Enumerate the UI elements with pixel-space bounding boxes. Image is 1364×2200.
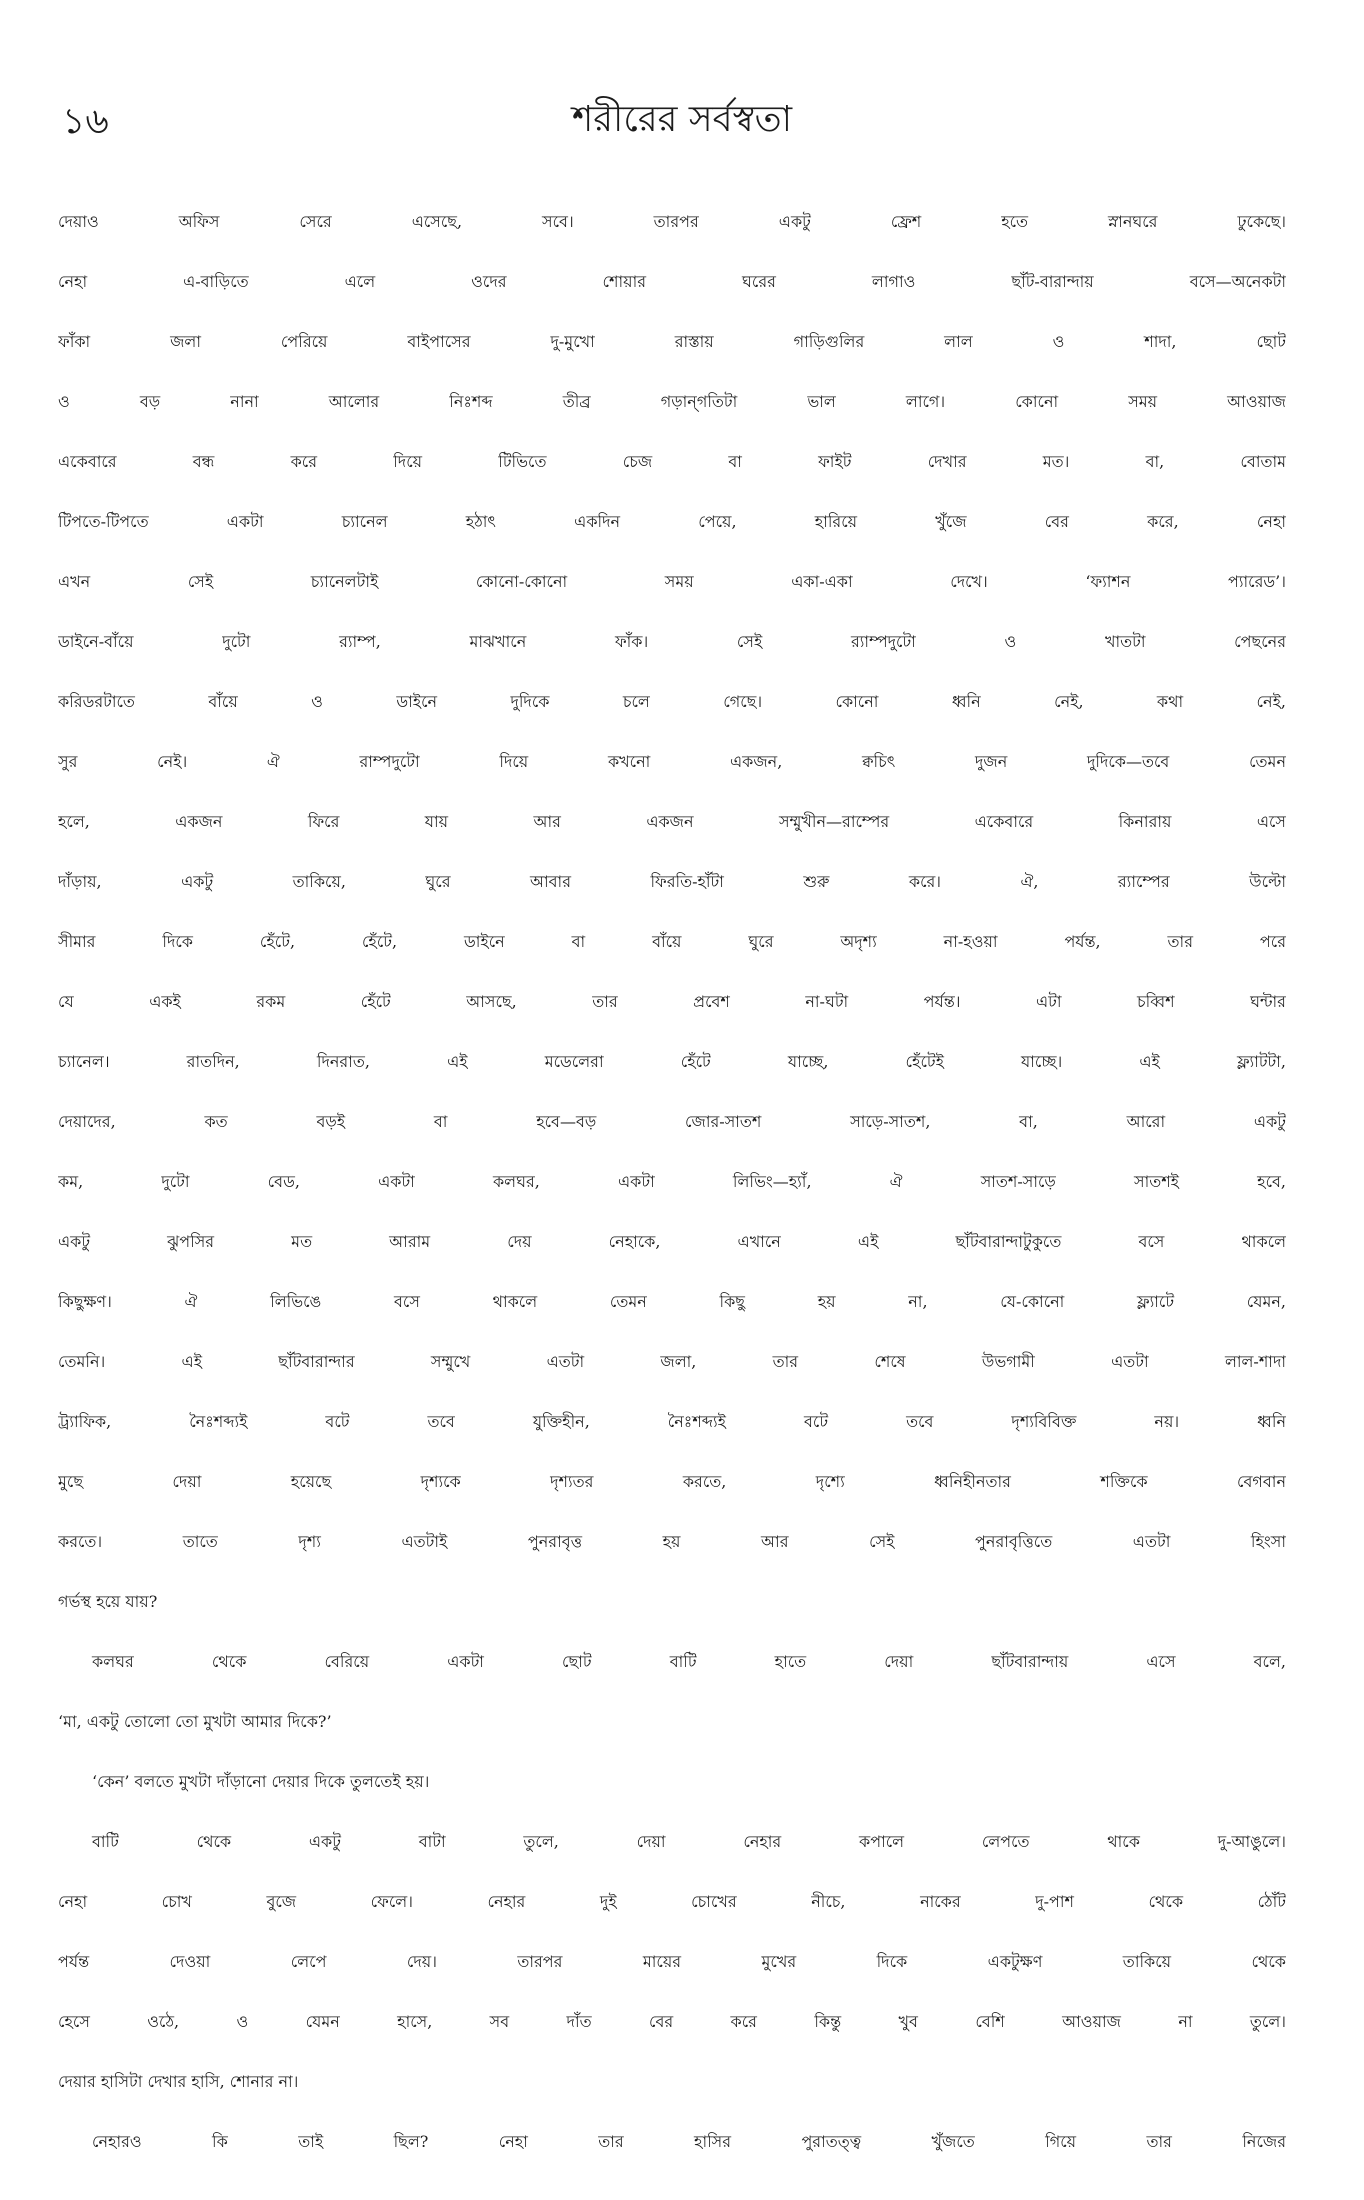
body-text (58, 192, 1286, 2172)
text-line: একেবারে বন্ধ করে দিয়ে টিভিতে চেজ বা ফাইট দেখার মত। বা, বোতাম (58, 452, 1286, 471)
text-line: সীমার দিকে হেঁটে, হেঁটে, ডাইনে বা বাঁয়ে ঘুরে অদৃশ্য না-হওয়া পর্যন্ত, তার পরে (58, 932, 1286, 951)
text-line: ও বড় নানা আলোর নিঃশব্দ তীব্র গড়ান্‌গতিটা ভাল লাগে। কোনো সময় আওয়াজ (58, 392, 1286, 411)
page-number: ১৬ (62, 101, 109, 142)
text-line: দেয়াদের, কত বড়ই বা হবে—বড় জোর-সাতশ সাড়ে-সাতশ, বা, আরো একটু (58, 1112, 1286, 1131)
text-line: কম, দুটো বেড, একটা কলঘর, একটা লিভিং—হ্যাঁ, ঐ সাতশ-সাড়ে সাতশই হবে, (58, 1172, 1286, 1191)
paragraph (58, 2112, 1286, 2172)
text-line: দেয়ার হাসিটা দেখার হাসি, শোনার না। (58, 2072, 299, 2091)
text-line: কলঘর থেকে বেরিয়ে একটা ছোট বাটি হাতে দেয়া ছাঁটবারান্দায় এসে বলে, (92, 1652, 1286, 1671)
text-line: সুর নেই। ঐ রাম্পদুটো দিয়ে কখনো একজন, ক্বচিৎ দুজন দুদিকে—তবে তেমন (58, 752, 1286, 771)
text-line: ফাঁকা জলা পেরিয়ে বাইপাসের দু-মুখো রাস্তায় গাড়িগুলির লাল ও শাদা, ছোট (58, 332, 1286, 351)
text-line: হলে, একজন ফিরে যায় আর একজন সম্মুখীন—রাম্পের একেবারে কিনারায় এসে (58, 812, 1286, 831)
running-title: শরীরের সর্বস্বতা (571, 99, 793, 140)
text-line: করতে। তাতে দৃশ্য এতটাই পুনরাবৃত্ত হয় আর সেই পুনরাবৃত্তিতে এতটা হিংসা (58, 1532, 1286, 1551)
text-line: ‘কেন’ বলতে মুখটা দাঁড়ানো দেয়ার দিকে তুলতেই হয়। (92, 1772, 430, 1791)
text-line: দাঁড়ায়, একটু তাকিয়ে, ঘুরে আবার ফিরতি-হাঁটা শুরু করে। ঐ, র‍্যাম্পের উল্টো (58, 872, 1286, 891)
paragraph (58, 1632, 1286, 1752)
paragraph (58, 192, 1286, 1632)
text-line: করিডরটাতে বাঁয়ে ও ডাইনে দুদিকে চলে গেছে। কোনো ধ্বনি নেই, কথা নেই, (58, 692, 1286, 711)
text-line: নেহা চোখ বুজে ফেলে। নেহার দুই চোখের নীচে, নাকের দু-পাশ থেকে ঠোঁট (58, 1892, 1286, 1911)
text-line: বাটি থেকে একটু বাটা তুলে, দেয়া নেহার কপালে লেপতে থাকে দু-আঙুলে। (92, 1832, 1286, 1851)
text-line: টিপতে-টিপতে একটা চ্যানেল হঠাৎ একদিন পেয়ে, হারিয়ে খুঁজে বের করে, নেহা (58, 512, 1286, 531)
text-line: নেহা এ-বাড়িতে এলে ওদের শোয়ার ঘরের লাগাও ছাঁট-বারান্দায় বসে—অনেকটা (58, 272, 1286, 291)
text-line: পর্যন্ত দেওয়া লেপে দেয়। তারপর মায়ের মুখের দিকে একটুক্ষণ তাকিয়ে থেকে (58, 1952, 1286, 1971)
paragraph (58, 1752, 1286, 1812)
text-line: মুছে দেয়া হয়েছে দৃশ্যকে দৃশ্যতর করতে, দৃশ্যে ধ্বনিহীনতার শক্তিকে বেগবান (58, 1472, 1286, 1491)
text-line: চ্যানেল। রাতদিন, দিনরাত, এই মডেলেরা হেঁটে যাচ্ছে, হেঁটেই যাচ্ছে। এই ফ্ল্যাটটা, (58, 1052, 1286, 1071)
text-line: গর্ভস্থ হয়ে যায়? (58, 1592, 158, 1611)
text-line: কিছুক্ষণ। ঐ লিভিঙে বসে থাকলে তেমন কিছু হয় না, যে-কোনো ফ্ল্যাটে যেমন, (58, 1292, 1286, 1311)
text-line: যে একই রকম হেঁটে আসছে, তার প্রবেশ না-ঘটা পর্যন্ত। এটা চব্বিশ ঘন্টার (58, 992, 1286, 1011)
text-line: তেমনি। এই ছাঁটবারান্দার সম্মুখে এতটা জলা, তার শেষে উভগামী এতটা লাল-শাদা (58, 1352, 1286, 1371)
text-line: হেসে ওঠে, ও যেমন হাসে, সব দাঁত বের করে কিন্তু খুব বেশি আওয়াজ না তুলে। (58, 2012, 1286, 2031)
text-line: ‘মা, একটু তোলো তো মুখটা আমার দিকে?’ (58, 1712, 332, 1731)
text-line: নেহারও কি তাই ছিল? নেহা তার হাসির পুরাতত্ত্ব খুঁজতে গিয়ে তার নিজের (92, 2132, 1286, 2151)
text-line: এখন সেই চ্যানেলটাই কোনো-কোনো সময় একা-একা দেখে। ‘ফ্যাশন প্যারেড’। (58, 572, 1286, 591)
text-line: দেয়াও অফিস সেরে এসেছে, সবে। তারপর একটু ফ্রেশ হতে স্নানঘরে ঢুকেছে। (58, 212, 1286, 231)
text-line: ট্র্যাফিক, নৈঃশব্দ্যই বটে তবে যুক্তিহীন, নৈঃশব্দ্যই বটে তবে দৃশ্যবিবিক্ত নয়। ধ্বনি (58, 1412, 1286, 1431)
text-line: ডাইনে-বাঁয়ে দুটো র‍্যাম্প, মাঝখানে ফাঁক। সেই র‍্যাম্পদুটো ও খাতটা পেছনের (58, 632, 1286, 651)
paragraph (58, 1812, 1286, 2112)
text-line: একটু ঝুপসির মত আরাম দেয় নেহাকে, এখানে এই ছাঁটবারান্দাটুকুতে বসে থাকলে (58, 1232, 1286, 1251)
